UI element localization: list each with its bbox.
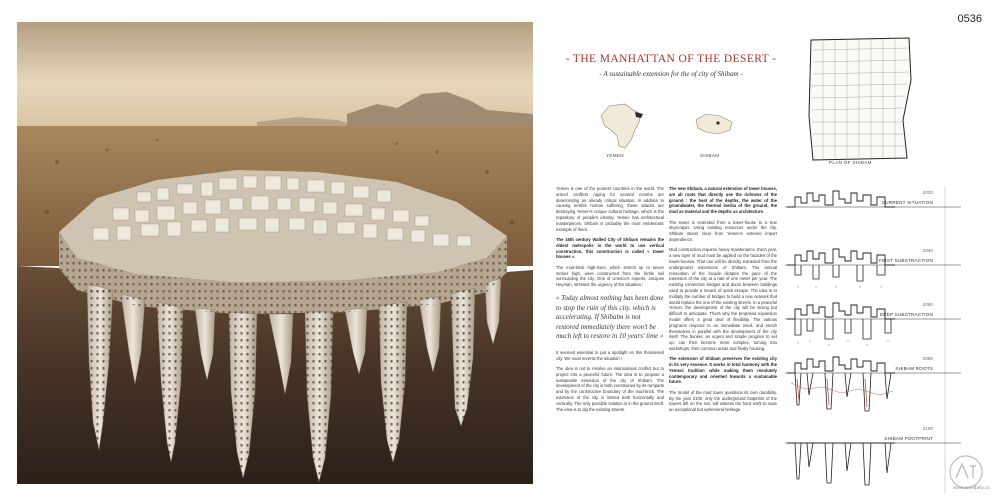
watermark-text: www.archdaily.cn bbox=[953, 485, 990, 490]
timeline-label: SHIBAM FOOTPRINT bbox=[884, 436, 933, 441]
paragraph: The tower is extended from a tower-house to a true skyscraper. Using existing resources under the city, Shibam steers clear from Yemen's extreme import dependence. bbox=[669, 219, 777, 242]
section-2060 bbox=[785, 303, 961, 346]
sheet-number: 0536 bbox=[957, 13, 982, 25]
plan-of-shibam-drawing bbox=[805, 36, 915, 162]
paragraph-emphasis: The new Shibam, a natural extension of tower houses, are all roots that directly use the richness of the ground : the heat of the depths, the water of the groundwater, the thermal inertia of the ground, the mud as material and the depths as architecture. bbox=[669, 186, 777, 215]
timeline-label: SHIBAM ROOTS bbox=[895, 366, 933, 371]
text-column-left bbox=[556, 186, 664, 417]
page-title: - THE MANHATTAN OF THE DESERT - bbox=[565, 53, 777, 65]
timeline-year: 2020 bbox=[922, 190, 933, 195]
paragraph: The idea is not to resolve an international conflict but to project into a peaceful future. The idea is to propose a sustainable extension of the city of Shibam. The development of the city is both constrained by its ramparts and by the constructive boundary of the mud-brick. The extension of the city is limited both horizontally and vertically. The only possible solution is in the ground itself. The idea is to dig the existing streets. bbox=[556, 366, 664, 412]
map-label-plan: PLAN OF SHIBAM bbox=[829, 160, 872, 165]
timeline-diagrams bbox=[785, 183, 977, 498]
paragraph: It seemed essential to put a spotlight on this threatened city. We must reverse the situation ! bbox=[556, 349, 664, 361]
section-2040 bbox=[785, 249, 961, 288]
paragraph-emphasis: The 16th century Walled City of Shibam remains the oldest metropolis in the world to use vertical construction, this construction is called « tower houses ». bbox=[556, 236, 664, 260]
evolution-timeline bbox=[785, 183, 977, 498]
paragraph: The mud-brick high-rises, which stretch up to seven stories high, were constructed from the fertile soil surrounding the city. One of Unesco's experts, Jacques Heyman, stresses the urgency of the situation : bbox=[556, 264, 664, 288]
map-label-yemen: YEMEN bbox=[606, 153, 624, 158]
timeline-year: 2060 bbox=[922, 302, 933, 307]
section-2100 bbox=[785, 443, 961, 485]
pull-quote: « Today almost nothing has been done to stop the ruin of this city, which is accelerating. If Shibalm is not restored immediately there won't be much left to restore in 10 years' time » bbox=[556, 293, 664, 341]
timeline-label: DEEP SUBSTRACTION bbox=[879, 312, 933, 317]
page-subtitle: - A sustainable extension for the of city of Shibam - bbox=[599, 70, 743, 78]
timeline-label: CURRENT SITUATION bbox=[881, 200, 933, 205]
paragraph: Yemen is one of the poorest countries in the world. The armed conflicts raging for several months are deteriorating an already critical situation. In addition to causing terrible human suffering, these attacks are destroying Yemen's unique cultural heritage, which is the repository of people's identity. Yemen has architectural masterpieces. Shibam is probably the most emblematic example of them. bbox=[556, 186, 664, 232]
timeline-year: 2100 bbox=[922, 426, 933, 431]
africa-map-icon bbox=[595, 100, 647, 152]
map-label-shibam: SHIBAM bbox=[700, 153, 720, 158]
hero-illustration bbox=[17, 22, 533, 484]
paragraph: Mud construction requires heavy maintenance. Each year, a new layer of mud must be applied on the facades of the tower-houses. That one will be directly extracted from the underground extensions of Shibam. The annual renovation of the facade dictates the pace of the extension of the city at a rate of one meter per year. The existing connective bridges and doors between buildings used to provide a means of quick escape. The idea is to multiply the number of bridges to build a new network that would replace the one of the existing streets. In a peaceful Yemen, the development of the city will be strong but difficult to anticipate. That's why the proposed expansion model offers a great deal of flexibility. The various programs respond to an immediate need, and enrich themselves in parallel with the development of the city itself. The bunker, an urgent and simple program to set up, can then become more complex, turning into workshops, then common areas and finally housing. bbox=[669, 247, 778, 351]
timeline-year: 2040 bbox=[922, 248, 933, 253]
yemen-map-icon bbox=[694, 110, 734, 140]
paragraph: The model of the mud tower questions its own durability. By the year 2100, only the underground footprints of the towers left on the soil, will witness the hard work to save an exceptional but ephemeral heritage. bbox=[669, 389, 777, 413]
timeline-label: FIRST SUBSTRACTION bbox=[878, 258, 933, 263]
paragraph-emphasis: The extension of Shibam preserves the existing city in its very essence. It works in total harmony with the Yemeni tradition while making them resolutely contemporary and oriented towards a sustainable future. bbox=[669, 356, 777, 385]
text-column-right bbox=[669, 186, 777, 418]
shibam-aerial-section bbox=[17, 22, 533, 484]
timeline-year: 2080 bbox=[922, 356, 933, 361]
